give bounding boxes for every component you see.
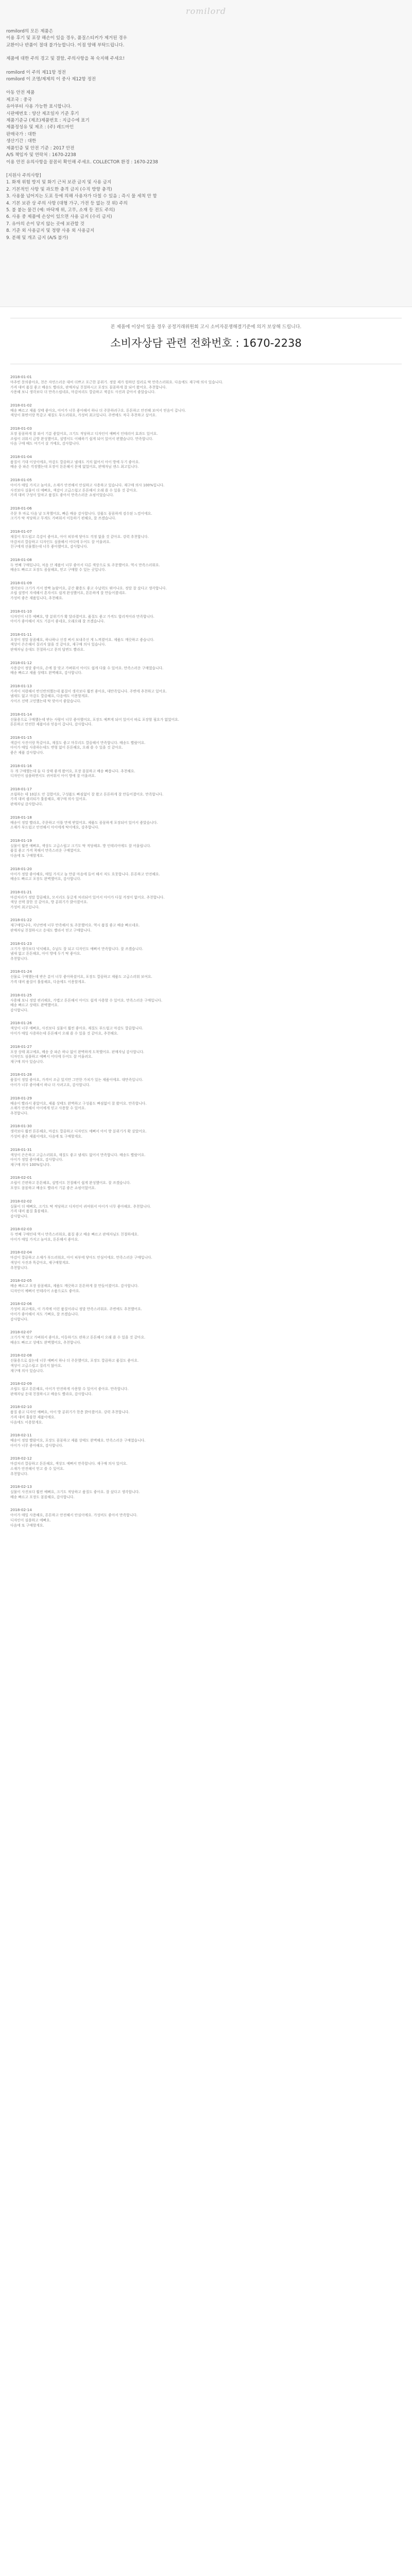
review-date: 2018-02-03 — [10, 1227, 32, 1232]
review-line: 선물로 구매했는데 받은 분이 너무 좋아하셨어요, 포장도 깔끔하고 제품도 고급스러워 보여요. — [10, 975, 152, 979]
review-line: 배송이 빨라서 좋았어요, 제품 상태도 완벽하고 구성품도 빠짐없이 잘 왔어요. 만족합니다. — [10, 1101, 147, 1106]
review-date: 2018-02-07 — [10, 1330, 32, 1335]
review-line: 두 번째 구매입니다, 처음 산 제품이 너무 좋아서 다른 색상으로 또 주문했어요. 역시 만족스러워요. — [10, 563, 160, 567]
review-date: 2018-01-21 — [10, 889, 32, 894]
review-date: 2018-01-17 — [10, 786, 32, 791]
product-notice-panel — [0, 0, 412, 307]
review-line: 선물용으로 샀는데 너무 예뻐서 하나 더 주문했어요, 포장도 깔끔하고 품질도 좋아요. — [10, 1359, 139, 1363]
review-item — [10, 1044, 402, 1065]
review-text — [10, 563, 402, 573]
review-line: 색상이 은은해서 질리지 않을 것 같아요, 재구매 의사 있습니다. — [10, 642, 106, 647]
review-text — [10, 512, 402, 521]
review-item — [10, 1072, 402, 1088]
review-text — [10, 586, 402, 601]
review-line: 판매자님 친절하시고 응대도 빨라서 믿고 구매합니다. — [10, 928, 92, 933]
review-line: 가격 대비 퀄리티가 훌륭해요, 재구매 의사 있어요. — [10, 797, 87, 802]
review-date: 2018-01-29 — [10, 1095, 32, 1100]
review-text — [10, 432, 402, 447]
brand-logo: romilord — [185, 6, 227, 16]
review-item — [10, 608, 402, 624]
review-date: 2018-01-14 — [10, 711, 32, 717]
review-line: 재구매입니다, 지난번에 너무 만족해서 또 주문했어요. 역시 품질 좋고 배송 빠르네요. — [10, 923, 140, 928]
review-item — [10, 1020, 402, 1036]
review-line: 가격 대비 훌륭한 제품이에요. — [10, 1415, 56, 1419]
review-line: 품질이 정말 좋아요, 가격이 조금 있지만 그만한 가치가 있는 제품이에요. 대만족입니다. — [10, 1078, 143, 1082]
review-item — [10, 1249, 402, 1270]
review-line: 마추빈 문의좋아요, 천은 자연스러운 대비 더쁘고 포근한 분위기. 정말 제가 원하던 컬러로 딱 만족스러워요. 다음에도 재구매 의사 있습니다. — [10, 380, 224, 384]
review-line: 포장이 정말 꼼꼼해요, 하나하나 신경 써서 보내주신 게 느껴졌어요. 제품도 깨끗하고 좋습니다. — [10, 637, 154, 642]
review-date: 2018-01-20 — [10, 866, 32, 871]
review-line: 판매자님 감사합니다. — [10, 802, 43, 806]
review-item — [10, 660, 402, 676]
review-text — [10, 1387, 402, 1397]
review-line: 다음 구매 때도 여기서 살 거예요, 감사합니다. — [10, 442, 80, 446]
review-line: 아이가 매일 사용하는데도 변형 없이 튼튼해요, 오래 쓸 수 있을 것 같아요. — [10, 745, 123, 750]
review-item — [10, 454, 402, 470]
review-line: 가성비 좋은 제품이에요, 다음에 또 구매할게요. — [10, 1134, 82, 1139]
review-line: 배송도 빠르고 상태도 완벽했어요, 추천합니다. — [10, 1340, 81, 1345]
review-date: 2018-01-03 — [10, 426, 32, 431]
notice-paragraph: romilord 이 주의 제11항 정전 romilord 이 조명/제제의 이 중사 제12항 정전 — [6, 70, 96, 82]
consumer-notice: 본 제품에 이상이 있을 경우 공정거래위원회 고시 소비자분쟁해결기준에 의거 보상해 드립니다. — [110, 325, 302, 330]
review-line: 아이가 좋아해서 저도 기분이 좋네요, 오래오래 잘 쓰겠습니다. — [10, 619, 105, 624]
review-line: 색상이 고급스럽고 질리지 않아요. — [10, 1364, 62, 1368]
review-item — [10, 1404, 402, 1425]
review-text — [10, 792, 402, 807]
review-text — [10, 409, 402, 418]
review-line: 친구에게 선물했는데 너무 좋아했어요, 감사합니다. — [10, 545, 88, 549]
review-date: 2018-01-31 — [10, 1147, 32, 1152]
review-text — [10, 998, 402, 1013]
review-line: 품질 좋고 가격 착해서 만족스러운 구매였어요. — [10, 849, 81, 853]
review-line: 감사합니다. — [10, 1008, 28, 1012]
review-text — [10, 1153, 402, 1168]
review-line: 감사합니다. — [10, 1317, 28, 1321]
review-line: 디자인이 너무 예뻐요, 방 분위기가 확 달라졌어요. 품질도 좋고 가격도 합리적이라 만족합니다. — [10, 614, 154, 619]
review-item — [10, 683, 402, 704]
review-line: 가격 대비 품질 좋고 배송도 빨라요, 판매자님 친절하시고 포장도 꼼꼼하게 잘 되어 왔어요. 추천합니다. — [10, 385, 167, 389]
review-item — [10, 1507, 402, 1528]
review-date: 2018-01-07 — [10, 529, 32, 534]
review-line: 조립이 쉬워서 금방 완성했어요, 설명서도 이해하기 쉽게 되어 있어서 편했습니다. 만족합니다. — [10, 436, 153, 441]
review-line: 주문 후 바로 다음 날 도착했어요, 빠른 배송 감사합니다. 상품도 꼼꼼하게 검수된 느낌이에요. — [10, 511, 152, 516]
review-line: 디자인이 예뻐서 인테리어 소품으로도 좋아요. — [10, 1289, 80, 1293]
review-date: 2018-01-10 — [10, 608, 32, 614]
review-line: 가격 대비 구성이 알차고 품질도 좋아서 만족스러운 쇼핑이었습니다. — [10, 493, 114, 498]
review-line: 크기가 딱 맞고 가벼워서 좋아요, 이동하기도 편하고 튼튼해서 오래 쓸 수 있을 것 같아요. — [10, 1335, 146, 1340]
review-text — [10, 718, 402, 727]
review-line: 냄새 없고 튼튼해요, 아이 방에 두기 딱 좋아요. — [10, 952, 81, 956]
review-line: 두 개 구매했는데 둘 다 상태 좋게 왔어요, 포장 꼼꼼하고 배송 빠릅니다. 추천해요. — [10, 769, 135, 773]
review-text — [10, 615, 402, 624]
review-line: 아이가 매일 가지고 놀아요, 소재가 안전해서 안심하고 사용하고 있습니다. 재구매 의사 100%입니다. — [10, 483, 165, 487]
review-line: 색감이 사진이랑 똑같아요, 재질도 좋고 마무리도 깔끔해서 만족합니다. 배송도 빨랐어요. — [10, 740, 146, 745]
review-date: 2018-01-18 — [10, 815, 32, 820]
review-line: 가격이 저렴해서 반신반의했는데 품질이 생각보다 훨씬 좋아요, 대만족입니다. 주변에 추천하고 있어요. — [10, 689, 167, 693]
review-date: 2018-01-22 — [10, 918, 32, 923]
review-text — [10, 1513, 402, 1528]
review-line: 조립도 쉽고 튼튼해요, 아이가 안전하게 사용할 수 있어서 좋아요. 만족합니다. — [10, 1387, 129, 1392]
review-item — [10, 763, 402, 779]
review-line: 가성비 최고예요, 이 가격에 이런 품질이라니 정말 만족스러워요. 주변에도 추천했어요. — [10, 1307, 142, 1312]
review-line: 배송 중 파손 걱정했는데 포장이 튼튼해서 문제 없었어요, 판매자님 센스 최고입니다. — [10, 465, 139, 469]
review-date: 2018-01-08 — [10, 557, 32, 562]
review-item — [10, 889, 402, 910]
review-line: 다음에 또 구매할게요. — [10, 1523, 44, 1528]
review-line: 디자인도 심플하고 예뻐서 어디에 두어도 잘 어울려요. — [10, 1055, 93, 1059]
review-line: 추천합니다. — [10, 1265, 28, 1270]
review-item — [10, 426, 402, 447]
review-line: 크기가 딱 적당하고 무게도 가벼워서 이동하기 편해요, 잘 쓰겠습니다. — [10, 516, 116, 521]
review-text — [10, 872, 402, 882]
review-line: 다음에 또 구매할게요. — [10, 853, 44, 858]
review-line: 조립이 간편하고 튼튼해요, 설명서도 친절해서 쉽게 완성했어요. 잘 쓰겠습니다. — [10, 1181, 131, 1185]
review-line: 포장 상태 최고예요, 배송 중 파손 하나 없이 완벽하게 도착했어요. 판매자님 감사합니다. — [10, 1049, 145, 1054]
review-line: 배송 빠르고 포장 꼼꼼해요, 제품도 깨끗하고 튼튼하게 잘 만들어졌어요. 감사합니다. — [10, 1284, 139, 1289]
review-date: 2018-01-01 — [10, 375, 32, 379]
review-item — [10, 711, 402, 727]
review-item — [10, 1226, 402, 1242]
review-item — [10, 866, 402, 882]
review-text — [10, 460, 402, 470]
review-text — [10, 638, 402, 653]
review-line: 추천합니다. — [10, 1111, 28, 1115]
consumer-phone: 소비자상담 관련 전화번호 : 1670-2238 — [110, 337, 302, 349]
review-date: 2018-01-26 — [10, 1021, 32, 1026]
review-line: 재구매 의사 있습니다. — [10, 1059, 44, 1064]
review-date: 2018-01-16 — [10, 763, 32, 768]
review-text — [10, 741, 402, 756]
review-line: 배송이 정말 빨랐어요, 포장도 꼼꼼하고 제품 상태도 완벽해요. 만족스러운 구매였습니다. — [10, 1438, 146, 1443]
review-item — [10, 1278, 402, 1294]
review-date: 2018-01-04 — [10, 454, 32, 459]
review-date: 2018-01-06 — [10, 505, 32, 511]
review-text — [10, 821, 402, 831]
review-item — [10, 1455, 402, 1477]
review-text — [10, 483, 402, 498]
review-date: 2018-01-25 — [10, 992, 32, 997]
review-line: 아이가 매일 가지고 놀아요, 튼튼해서 좋아요. — [10, 1237, 79, 1242]
review-item — [10, 992, 402, 1013]
review-item — [10, 1301, 402, 1322]
review-text — [10, 923, 402, 933]
review-item — [10, 632, 402, 653]
review-line: 디자인이 심플하고 예뻐요. — [10, 1518, 51, 1522]
review-line: 감사합니다. — [10, 1214, 28, 1218]
review-line: 아이가 매일 사용하는데 튼튼해서 오래 쓸 수 있을 것 같아요, 추천해요. — [10, 1031, 118, 1036]
review-text — [10, 1205, 402, 1219]
review-item — [10, 505, 402, 521]
review-item — [10, 402, 402, 418]
review-line: 마감처리 깔끔하고 튼튼해요, 색상도 예뻐서 만족합니다. 재구매 의사 있어요. — [10, 1462, 128, 1466]
review-line: 추천합니다. — [10, 956, 28, 961]
review-line: 아이가 매일 사용해요, 튼튼하고 안전해서 안심이에요. 가성비도 좋아서 만족합니다. — [10, 1513, 138, 1518]
review-line: 추천합니다. — [10, 1471, 28, 1476]
review-item — [10, 1329, 402, 1345]
review-item — [10, 815, 402, 831]
review-date: 2018-02-14 — [10, 1507, 32, 1513]
review-text — [10, 947, 402, 962]
review-date: 2018-01-15 — [10, 735, 32, 740]
review-text — [10, 666, 402, 676]
review-item — [10, 374, 402, 395]
review-line: 배송도 빠르고 포장도 완벽했어요, 감사합니다. — [10, 877, 81, 882]
review-text — [10, 1256, 402, 1270]
review-line: 재구매 의사 있습니다. — [10, 1368, 44, 1373]
review-date: 2018-01-24 — [10, 969, 32, 974]
review-line: 색상이 사진과 똑같아요, 재구매할게요. — [10, 1261, 70, 1265]
review-date: 2018-01-13 — [10, 683, 32, 688]
review-line: 재구매 의사 100%입니다. — [10, 1162, 51, 1167]
review-item — [10, 917, 402, 933]
notice-paragraph: 제품에 대한 주의 경고 및 결함, 주의사항을 꼭 숙지해 주세요! — [6, 56, 125, 62]
review-line: 냄새도 없고 마감도 깔끔해요, 다음에도 이용할게요. — [10, 694, 90, 699]
review-line: 생각보다 훨씬 튼튼해요, 마감도 깔끔하고 디자인도 예뻐서 아이 방 분위기가 확 살았어요. — [10, 1129, 147, 1134]
review-date: 2018-02-02 — [10, 1198, 32, 1204]
notice-paragraph: [지원사 주의사항] 1. 화재 위험 방지 및 화기 근처 보관 금지 및 사용 금지 2. 기본적인 사항 및 과도한 충격 금지 (수직 방향 충격) 3. 사용물 넘어지는 도포 등에 의해 사용자가 다칠 수 있음 ; 즉시 물 세척 안 함 4. 기본 보관 상 주의 사항 (대형 가구, 가전 등 없는 것 위) 주의 5. 불 붙는 물건 (예: 바닥재 위, 고무, 소재 등 전도 주의) 6. 사용 중 제품에 손상이 있으면 사용 금지 (수리 금지) 7. 유아의 손이 닿지 않는 곳에 보관할 것 8. 기준 외 사용금지 및 정량 사용 외 사용금지 9. 분해 및 개조 금지 (A/S 불가) — [6, 173, 157, 241]
review-date: 2018-02-09 — [10, 1381, 32, 1386]
review-date: 2018-01-28 — [10, 1072, 32, 1077]
review-line: 아이가 너무 좋아해요, 감사합니다. — [10, 1443, 63, 1448]
review-date: 2018-02-04 — [10, 1250, 32, 1255]
consumer-info — [0, 324, 412, 350]
review-item — [10, 557, 402, 573]
review-text — [10, 1410, 402, 1425]
review-line: 사이즈 선택 고민했는데 딱 맞아서 좋았습니다. — [10, 699, 81, 703]
review-date: 2018-02-08 — [10, 1353, 32, 1358]
notice-paragraph: 아동 안전 제품 제조국 : 중국 유아부터 사용 가능한 표시합니다. 시판매번호 : 양산 제조일자 기준 후기 제품기준규 (제조)제품번호 : 지급수에 표기 제품정성유 및 제조 : (주) 레드마인 판매국가 : 대한 생산기간 : 대한 제품인증 및 안전 기준 : 2017 안전 A/S 책임자 및 연락처 : 1670-2238 이용 안전 유의사항을 꼼꼼히 확인해 주세요. COLLECTOR 환경 : 1670-2238 — [6, 90, 158, 165]
review-line: 마감처리 깔끔하고 디자인도 심플해서 어디에 두어도 잘 어울려요. — [10, 539, 111, 544]
review-date: 2018-01-30 — [10, 1124, 32, 1129]
review-text — [10, 1284, 402, 1294]
review-text — [10, 1101, 402, 1116]
review-line: 사용해 보니 생각보다 더 만족스럽네요, 마감처리도 깔끔하고 색감도 사진과 같아서 좋았습니다. — [10, 390, 156, 395]
review-line: 가성비 최고입니다. — [10, 905, 40, 909]
review-text — [10, 1335, 402, 1345]
review-line: 포장도 꼼꼼하고 배송도 빨라서 기분 좋은 쇼핑이었어요. — [10, 1185, 96, 1190]
review-text — [10, 975, 402, 985]
review-text — [10, 1078, 402, 1088]
review-item — [10, 1381, 402, 1397]
review-item — [10, 477, 402, 498]
review-date: 2018-02-12 — [10, 1456, 32, 1461]
review-item — [10, 580, 402, 601]
review-text — [10, 1026, 402, 1036]
review-text — [10, 1307, 402, 1322]
review-date: 2018-01-23 — [10, 941, 32, 946]
review-text — [10, 1462, 402, 1477]
review-line: 가격 대비 품질이 훌륭해요, 다음에도 이용할게요. — [10, 980, 86, 985]
review-line: 포장 꼼꼼하게 잘 와서 기분 좋았어요, 크기도 적당하고 디자인이 예뻐서 인테리어 효과도 있어요. — [10, 431, 158, 436]
review-line: 소재가 부드럽고 안전해서 아이에게 딱이에요, 강추합니다. — [10, 825, 99, 830]
review-date: 2018-01-11 — [10, 632, 32, 637]
review-item — [10, 1147, 402, 1168]
review-line: 가성비 좋은 제품입니다, 추천해요. — [10, 596, 63, 601]
review-text — [10, 895, 402, 910]
review-date: 2018-02-13 — [10, 1484, 32, 1489]
review-date: 2018-02-01 — [10, 1175, 32, 1180]
review-line: 사용해 보니 정말 편리해요, 가볍고 튼튼해서 아이도 쉽게 사용할 수 있어요. 만족스러운 구매입니다. — [10, 998, 163, 1003]
review-date: 2018-01-09 — [10, 580, 32, 585]
review-item — [10, 941, 402, 962]
review-item — [10, 1123, 402, 1139]
review-item — [10, 735, 402, 756]
review-line: 배송 빠르고 상태도 완벽했어요. — [10, 1003, 59, 1008]
review-text — [10, 1050, 402, 1065]
review-text — [10, 689, 402, 704]
review-item — [10, 1432, 402, 1448]
review-line: 두 번째 구매인데 역시 만족스러워요, 품질 좋고 배송 빠르고 판매자님도 친절하세요. — [10, 1232, 139, 1237]
review-line: 마감처리가 정말 깔끔해요, 모서리도 둥글게 처리되어 있어서 아이가 다칠 걱정이 없어요. 추천합니다. — [10, 895, 165, 900]
review-line: 선물용으로 구매했는데 받는 사람이 너무 좋아했어요, 포장도 예쁘게 되어 있어서 따로 포장할 필요가 없었어요. — [10, 717, 179, 722]
review-line: 재질이 부드럽고 촉감이 좋아요, 아이 피부에 닿아도 걱정 없을 것 같아요. 강력 추천합니다. — [10, 534, 149, 539]
review-item — [10, 786, 402, 807]
review-line: 튼튼하고 안전한 제품이라 믿음이 갑니다, 감사합니다. — [10, 722, 93, 727]
review-date: 2018-02-11 — [10, 1433, 32, 1438]
review-item — [10, 529, 402, 550]
review-line: 색상 선택 잘한 것 같아요, 방 분위기가 밝아졌어요. — [10, 900, 88, 905]
review-item — [10, 1484, 402, 1500]
review-text — [10, 1232, 402, 1242]
review-line: 배송 빠르고 포장도 꼼꼼해요, 감사합니다. — [10, 1495, 75, 1499]
review-line: 실물이 더 예뻐요, 크기도 딱 적당하고 디자인이 귀여워서 아이가 너무 좋아해요. 추천합니다. — [10, 1204, 151, 1209]
review-date: 2018-02-06 — [10, 1301, 32, 1307]
review-line: 사진보다 실물이 더 예뻐요, 색감이 고급스럽고 튼튼해서 오래 쓸 수 있을 것 같아요. — [10, 488, 138, 493]
review-line: 다음에도 이용할게요. — [10, 1420, 43, 1425]
review-date: 2018-01-12 — [10, 660, 32, 665]
review-text — [10, 844, 402, 859]
review-item — [10, 1175, 402, 1191]
review-date: 2018-01-19 — [10, 838, 32, 843]
review-line: 색상이 화면이랑 똑같고 재질도 부드러워요, 가성비 최고입니다. 주변에도 적극 추천하고 싶어요. — [10, 413, 157, 418]
review-date: 2018-02-10 — [10, 1404, 32, 1410]
review-item — [10, 969, 402, 985]
review-date: 2018-01-05 — [10, 477, 32, 482]
review-text — [10, 1129, 402, 1139]
review-line: 조립 설명이 자세해서 혼자서도 쉽게 완성했어요, 튼튼하게 잘 만들어졌네요. — [10, 591, 127, 596]
review-line: 실물이 사진보다 훨씬 예뻐요, 크기도 적당하고 품질도 좋아요. 잘 샀다고 생각합니다. — [10, 1490, 140, 1495]
review-line: 조립하는 데 10분도 안 걸렸어요, 구성품도 빠짐없이 잘 왔고 튼튼하게 잘 만들어졌어요. 만족합니다. — [10, 792, 164, 796]
review-line: 마감이 깔끔하고 소재가 부드러워요, 아이 피부에 닿아도 안심이에요. 만족스러운 구매입니다. — [10, 1256, 152, 1260]
review-item — [10, 1198, 402, 1219]
review-line: 실물이 훨씬 예뻐요, 색상도 고급스럽고 크기도 딱 적당해요. 방 인테리어에도 잘 어울립니다. — [10, 843, 151, 848]
review-line: 품질이 기대 이상이에요, 마감도 깔끔하고 냄새도 거의 없어서 아이 방에 두기 좋아요. — [10, 460, 140, 464]
review-line: 판매자님 응대 친절하시고 배송도 빨라요, 감사합니다. — [10, 1392, 93, 1396]
review-line: 아이가 좋아해서 저도 기뻐요, 잘 쓰겠습니다. — [10, 1312, 79, 1317]
review-line: 사용감이 정말 좋아요, 손에 잘 맞고 가벼워서 아이도 쉽게 다룰 수 있어요. 만족스러운 구매였습니다. — [10, 666, 164, 670]
review-line: 배송 빠르고 제품 상태 좋아요, 아이가 너무 좋아해서 하나 더 주문하려구요. 튼튼하고 안전해 보여서 믿음이 갑니다. — [10, 408, 186, 413]
review-text — [10, 535, 402, 550]
review-line: 가격 대비 품질 훌륭해요. — [10, 1209, 49, 1214]
review-line: 배송 빠르고 제품 상태도 완벽해요, 감사합니다. — [10, 671, 82, 675]
review-line: 아이가 정말 좋아해요, 감사합니다. — [10, 1158, 63, 1162]
review-date: 2018-02-05 — [10, 1278, 32, 1283]
review-text — [10, 1438, 402, 1448]
review-line: 좋은 제품 감사합니다. — [10, 750, 44, 755]
review-text — [10, 1181, 402, 1191]
review-text — [10, 380, 402, 395]
review-line: 소재가 안전해서 아이에게 믿고 사용할 수 있어요. — [10, 1106, 86, 1111]
review-line: 생각보다 크기가 커서 깜짝 놀랐어요, 공간 활용도 좋고 수납력도 뛰어나요. 정말 잘 샀다고 생각합니다. — [10, 586, 167, 590]
review-item — [10, 838, 402, 859]
review-line: 아이가 정말 좋아해요, 매일 가지고 놀 만큼 마음에 들어 해서 저도 흐뭇합니다. 튼튼하고 안전해요. — [10, 872, 160, 876]
review-date: 2018-01-27 — [10, 1044, 32, 1049]
review-text — [10, 1490, 402, 1500]
review-line: 배송도 빠르고 포장도 꼼꼼해요, 믿고 구매할 수 있는 곳입니다. — [10, 568, 106, 572]
notice-paragraph: romilord의 모든 제품은 이용 후기 및 포장 해손이 있을 경우, 품질스티커가 제거된 경우 교환이나 반품이 절대 불가능합니다. 이점 양해 부탁드립니다. — [6, 29, 127, 48]
review-line: 색상이 너무 예뻐요, 사진보다 실물이 훨씬 좋아요. 재질도 부드럽고 마감도 깔끔합니다. — [10, 1026, 143, 1031]
review-line: 품질 좋고 디자인 예뻐요, 아이 방 분위기가 한층 밝아졌어요. 강력 추천합니다. — [10, 1410, 130, 1415]
review-item — [10, 1352, 402, 1374]
review-item — [10, 1095, 402, 1116]
notice-body — [6, 28, 406, 248]
review-line: 소재가 안전해서 믿고 쓸 수 있어요. — [10, 1466, 64, 1471]
review-line: 판매자님 응대도 친절하시고 문의 답변도 빨라요. — [10, 648, 85, 652]
review-line: 디자인이 심플하면서도 귀여워서 아이 방에 잘 어울려요. — [10, 774, 96, 778]
review-list — [10, 374, 402, 2576]
review-line: 색상이 은은하고 고급스러워요, 재질도 좋고 냄새도 없어서 만족합니다. 배송도 빨랐어요. — [10, 1153, 146, 1157]
review-text — [10, 769, 402, 779]
review-date: 2018-01-02 — [10, 402, 32, 408]
review-line: 배송이 정말 빨라요, 주문하고 이틀 만에 받았어요. 제품도 꼼꼼하게 포장되어 있어서 좋았습니다. — [10, 820, 158, 825]
review-line: 아이가 너무 좋아해서 하나 더 사려고요, 감사합니다. — [10, 1082, 91, 1087]
review-line: 크기가 생각보다 넉넉해요, 수납도 잘 되고 디자인도 예뻐서 만족합니다. 잘 쓰겠습니다. — [10, 946, 143, 951]
review-text — [10, 1359, 402, 1374]
